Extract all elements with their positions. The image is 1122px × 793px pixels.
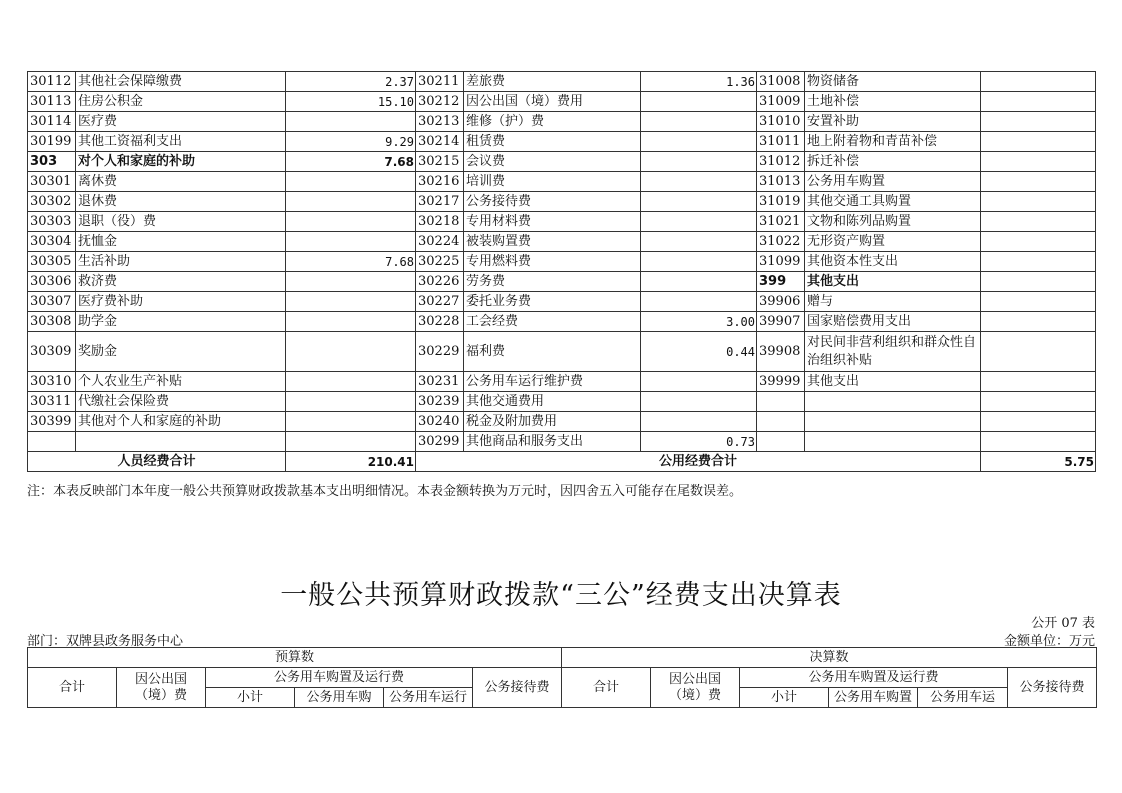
- cell-value: [981, 252, 1096, 272]
- table-row: [28, 172, 1096, 192]
- cell-code: 30212: [416, 92, 464, 112]
- cell-code: 30113: [28, 92, 76, 112]
- cell-value: [641, 372, 757, 392]
- table-row: [28, 412, 1096, 432]
- final-subtotal-header: 小计: [740, 688, 829, 708]
- cell-value: [981, 372, 1096, 392]
- department-label: 部门：双牌县政务服务中心: [27, 634, 184, 649]
- cell-name: 其他交通费用: [464, 392, 641, 412]
- budget-vehicle-header: 公务用车购置及运行费: [206, 668, 473, 688]
- basic-expenditure-table: [27, 71, 1096, 472]
- cell-value: [641, 412, 757, 432]
- personnel-total-value: 210.41: [286, 452, 416, 472]
- cell-value: 1.36: [641, 72, 757, 92]
- cell-code: 30216: [416, 172, 464, 192]
- cell-value: [981, 72, 1096, 92]
- cell-code: 30301: [28, 172, 76, 192]
- cell-code: 31099: [757, 252, 805, 272]
- cell-value: [641, 112, 757, 132]
- cell-value: [286, 372, 416, 392]
- cell-code: [757, 432, 805, 452]
- cell-code: 30225: [416, 252, 464, 272]
- cell-name: 其他对个人和家庭的补助: [76, 412, 286, 432]
- cell-name: 专用燃料费: [464, 252, 641, 272]
- cell-value: [641, 252, 757, 272]
- cell-code: [757, 392, 805, 412]
- budget-total-header: 合计: [28, 668, 117, 708]
- cell-code: 30240: [416, 412, 464, 432]
- cell-value: 0.44: [641, 332, 757, 372]
- table-row: [28, 152, 1096, 172]
- table-row: [28, 112, 1096, 132]
- cell-name: 被装购置费: [464, 232, 641, 252]
- cell-value: [981, 132, 1096, 152]
- cell-code: 30299: [416, 432, 464, 452]
- cell-code: 30112: [28, 72, 76, 92]
- cell-name: 退职（役）费: [76, 212, 286, 232]
- cell-code: 31011: [757, 132, 805, 152]
- cell-value: [286, 112, 416, 132]
- cell-name: 个人农业生产补贴: [76, 372, 286, 392]
- final-header: 决算数: [562, 648, 1097, 668]
- cell-name: 公务用车购置: [805, 172, 981, 192]
- cell-value: 2.37: [286, 72, 416, 92]
- final-total-header: 合计: [562, 668, 651, 708]
- cell-name: 委托业务费: [464, 292, 641, 312]
- cell-value: [641, 172, 757, 192]
- cell-code: 30304: [28, 232, 76, 252]
- cell-code: 30226: [416, 272, 464, 292]
- cell-name: 土地补偿: [805, 92, 981, 112]
- cell-name: 专用材料费: [464, 212, 641, 232]
- table-row: [28, 232, 1096, 252]
- cell-name: 维修（护）费: [464, 112, 641, 132]
- cell-value: [286, 232, 416, 252]
- budget-vehicle-buy-header: 公务用车购: [295, 688, 384, 708]
- cell-value: [286, 412, 416, 432]
- cell-value: [981, 292, 1096, 312]
- table-row: [28, 192, 1096, 212]
- cell-name: 其他支出: [805, 372, 981, 392]
- cell-value: [641, 192, 757, 212]
- cell-value: [981, 232, 1096, 252]
- cell-code: 30309: [28, 332, 76, 372]
- cell-code: 30310: [28, 372, 76, 392]
- cell-name: 退休费: [76, 192, 286, 212]
- cell-name: 文物和陈列品购置: [805, 212, 981, 232]
- cell-name: 安置补助: [805, 112, 981, 132]
- cell-code: 39906: [757, 292, 805, 312]
- cell-value: [641, 272, 757, 292]
- cell-value: [641, 292, 757, 312]
- budget-vehicle-run-header: 公务用车运行: [384, 688, 473, 708]
- cell-value: [981, 432, 1096, 452]
- final-vehicle-run-header: 公务用车运: [918, 688, 1008, 708]
- table-note: 注：本表反映部门本年度一般公共预算财政拨款基本支出明细情况。本表金额转换为万元时，因四舍五入可能存在尾数误差。: [27, 484, 743, 499]
- cell-name: 无形资产购置: [805, 232, 981, 252]
- table-row: [28, 392, 1096, 412]
- cell-value: [641, 152, 757, 172]
- table-row: [28, 372, 1096, 392]
- cell-value: [641, 392, 757, 412]
- cell-name: 差旅费: [464, 72, 641, 92]
- final-vehicle-header: 公务用车购置及运行费: [740, 668, 1008, 688]
- table-row: [28, 72, 1096, 92]
- cell-name: [805, 412, 981, 432]
- cell-value: 15.10: [286, 92, 416, 112]
- totals-row: [28, 452, 1096, 472]
- cell-value: [981, 272, 1096, 292]
- cell-value: [981, 212, 1096, 232]
- cell-name: 其他商品和服务支出: [464, 432, 641, 452]
- final-abroad-header: 因公出国 （境）费: [651, 668, 740, 708]
- cell-value: [286, 432, 416, 452]
- budget-abroad-header: 因公出国 （境）费: [117, 668, 206, 708]
- cell-code: 39907: [757, 312, 805, 332]
- cell-code: 31009: [757, 92, 805, 112]
- cell-code: [28, 432, 76, 452]
- final-vehicle-buy-header: 公务用车购置: [829, 688, 918, 708]
- cell-value: 0.73: [641, 432, 757, 452]
- cell-name: [805, 392, 981, 412]
- cell-value: [641, 232, 757, 252]
- cell-value: [981, 392, 1096, 412]
- cell-name: [805, 432, 981, 452]
- cell-value: [286, 332, 416, 372]
- cell-code: 30224: [416, 232, 464, 252]
- cell-name: 福利费: [464, 332, 641, 372]
- cell-code: 30228: [416, 312, 464, 332]
- cell-name: 公务用车运行维护费: [464, 372, 641, 392]
- table-body: [28, 72, 1096, 472]
- cell-code: 399: [757, 272, 805, 292]
- table-row: [28, 272, 1096, 292]
- cell-name: 其他资本性支出: [805, 252, 981, 272]
- cell-code: 31013: [757, 172, 805, 192]
- cell-code: 39908: [757, 332, 805, 372]
- cell-name: 国家赔偿费用支出: [805, 312, 981, 332]
- cell-code: 31022: [757, 232, 805, 252]
- table-row: [28, 332, 1096, 372]
- cell-value: [641, 92, 757, 112]
- cell-value: [286, 272, 416, 292]
- cell-code: 30306: [28, 272, 76, 292]
- cell-name: 抚恤金: [76, 232, 286, 252]
- cell-name: 离休费: [76, 172, 286, 192]
- sangong-table: [27, 647, 1097, 708]
- cell-name: 因公出国（境）费用: [464, 92, 641, 112]
- cell-name: 公务接待费: [464, 192, 641, 212]
- cell-value: [981, 312, 1096, 332]
- budget-reception-header: 公务接待费: [473, 668, 562, 708]
- cell-name: 对民间非营利组织和群众性自治组织补贴: [805, 332, 981, 372]
- cell-name: 其他支出: [805, 272, 981, 292]
- amount-unit-label: 金额单位：万元: [1003, 634, 1095, 649]
- table-row: [28, 132, 1096, 152]
- cell-name: 医疗费补助: [76, 292, 286, 312]
- cell-name: 工会经费: [464, 312, 641, 332]
- cell-code: 30303: [28, 212, 76, 232]
- cell-name: 其他社会保障缴费: [76, 72, 286, 92]
- cell-name: 物资储备: [805, 72, 981, 92]
- cell-code: 30227: [416, 292, 464, 312]
- cell-value: [981, 192, 1096, 212]
- cell-code: 30308: [28, 312, 76, 332]
- cell-code: 30231: [416, 372, 464, 392]
- cell-name: 赠与: [805, 292, 981, 312]
- cell-code: 30114: [28, 112, 76, 132]
- table-row: [28, 292, 1096, 312]
- table-row: [28, 212, 1096, 232]
- page-title: 一般公共预算财政拨款“三公”经费支出决算表: [280, 580, 842, 611]
- cell-value: [981, 412, 1096, 432]
- budget-subtotal-header: 小计: [206, 688, 295, 708]
- form-number: 公开 07 表: [1031, 616, 1095, 631]
- cell-name: 拆迁补偿: [805, 152, 981, 172]
- cell-name: 租赁费: [464, 132, 641, 152]
- cell-value: [981, 152, 1096, 172]
- cell-name: 奖励金: [76, 332, 286, 372]
- cell-name: 对个人和家庭的补助: [76, 152, 286, 172]
- cell-code: 31019: [757, 192, 805, 212]
- cell-code: 30213: [416, 112, 464, 132]
- cell-name: 医疗费: [76, 112, 286, 132]
- cell-value: [981, 332, 1096, 372]
- cell-value: [981, 172, 1096, 192]
- cell-name: 劳务费: [464, 272, 641, 292]
- public-total-label: 公用经费合计: [416, 452, 981, 472]
- cell-code: [757, 412, 805, 432]
- cell-name: 生活补助: [76, 252, 286, 272]
- cell-value: 7.68: [286, 252, 416, 272]
- cell-name: 助学金: [76, 312, 286, 332]
- table-row: [28, 432, 1096, 452]
- cell-value: [286, 192, 416, 212]
- cell-value: 3.00: [641, 312, 757, 332]
- final-reception-header: 公务接待费: [1008, 668, 1097, 708]
- cell-code: 31008: [757, 72, 805, 92]
- table-row: [28, 252, 1096, 272]
- cell-code: 30302: [28, 192, 76, 212]
- cell-code: 30305: [28, 252, 76, 272]
- cell-value: [286, 212, 416, 232]
- cell-name: 救济费: [76, 272, 286, 292]
- cell-code: 30229: [416, 332, 464, 372]
- cell-value: [286, 312, 416, 332]
- cell-code: 30311: [28, 392, 76, 412]
- personnel-total-label: 人员经费合计: [28, 452, 286, 472]
- cell-name: 代缴社会保险费: [76, 392, 286, 412]
- cell-value: [981, 112, 1096, 132]
- cell-code: 30307: [28, 292, 76, 312]
- cell-code: 30211: [416, 72, 464, 92]
- cell-code: 303: [28, 152, 76, 172]
- cell-value: [286, 292, 416, 312]
- cell-name: 会议费: [464, 152, 641, 172]
- cell-name: [76, 432, 286, 452]
- cell-value: [286, 392, 416, 412]
- cell-code: 30217: [416, 192, 464, 212]
- cell-name: 地上附着物和青苗补偿: [805, 132, 981, 152]
- cell-value: [286, 172, 416, 192]
- cell-code: 31010: [757, 112, 805, 132]
- cell-code: 30215: [416, 152, 464, 172]
- cell-code: 31021: [757, 212, 805, 232]
- cell-name: 其他交通工具购置: [805, 192, 981, 212]
- cell-code: 30199: [28, 132, 76, 152]
- cell-value: [641, 132, 757, 152]
- cell-code: 31012: [757, 152, 805, 172]
- cell-name: 培训费: [464, 172, 641, 192]
- public-total-value: 5.75: [981, 452, 1096, 472]
- cell-code: 30239: [416, 392, 464, 412]
- cell-value: 9.29: [286, 132, 416, 152]
- cell-code: 30399: [28, 412, 76, 432]
- cell-code: 30218: [416, 212, 464, 232]
- cell-name: 税金及附加费用: [464, 412, 641, 432]
- table-row: [28, 312, 1096, 332]
- cell-code: 39999: [757, 372, 805, 392]
- cell-name: 其他工资福利支出: [76, 132, 286, 152]
- cell-value: [641, 212, 757, 232]
- cell-value: [981, 92, 1096, 112]
- cell-value: 7.68: [286, 152, 416, 172]
- budget-header: 预算数: [28, 648, 562, 668]
- cell-name: 住房公积金: [76, 92, 286, 112]
- cell-code: 30214: [416, 132, 464, 152]
- table-row: [28, 92, 1096, 112]
